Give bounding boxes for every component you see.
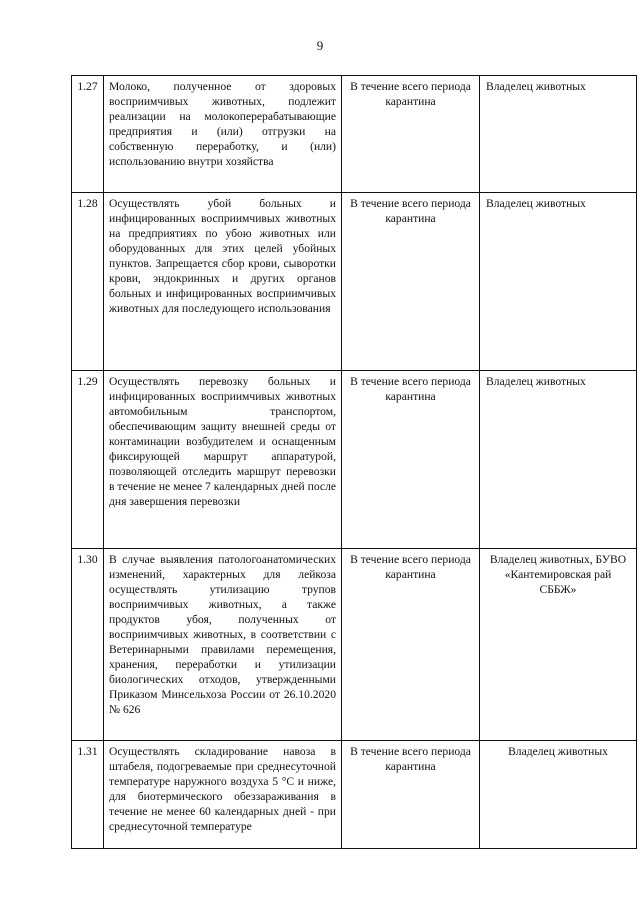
measures-table	[71, 75, 637, 849]
row-number: 1.29	[72, 371, 104, 549]
measure-text: Осуществлять складирование навоза в штабеля, подогреваемые при среднесуточной температуре наружного воздуха 5 °С и ниже, для биотермического обеззараживания в течение не менее 60 календарных дней - при среднесуточной температуре	[104, 741, 342, 849]
measure-text: Осуществлять перевозку больных и инфицированных восприимчивых животных автомобильным транспортом, обеспечивающим защиту внешней среды от контаминации возбудителем и оснащенным фиксирующей маршрут аппаратурой, позволяющей отследить маршрут перевозки в течение не менее 7 календарных дней после дня завершения перевозки	[104, 371, 342, 549]
row-number: 1.28	[72, 193, 104, 371]
responsible-cell: Владелец животных, БУВО «Кантемировская рай СББЖ»	[480, 549, 637, 741]
measure-text: В случае выявления патологоанатомических изменений, характерных для лейкоза осуществлять утилизацию трупов восприимчивых животных, а также продуктов убоя, полученных от восприимчивых животных, в соответствии с Ветеринарными правилами перемещения, хранения, переработки и утилизации биологических отходов, утвержденными Приказом Минсельхоза России от 26.10.2020 № 626	[104, 549, 342, 741]
period-cell: В течение всего периода карантина	[342, 193, 480, 371]
period-cell: В течение всего периода карантина	[342, 741, 480, 849]
measure-text: Молоко, полученное от здоровых восприимчивых животных, подлежит реализации на молокоперерабатывающие предприятия и (или) отгрузки на собственную переработку, и (или) использованию внутри хозяйства	[104, 76, 342, 193]
responsible-cell: Владелец животных	[480, 76, 637, 193]
table-row	[72, 76, 637, 193]
period-cell: В течение всего периода карантина	[342, 76, 480, 193]
responsible-cell: Владелец животных	[480, 193, 637, 371]
responsible-cell: Владелец животных	[480, 741, 637, 849]
page-number: 9	[316, 38, 324, 53]
table-row	[72, 193, 637, 371]
period-cell: В течение всего периода карантина	[342, 549, 480, 741]
row-number: 1.30	[72, 549, 104, 741]
measure-text: Осуществлять убой больных и инфицированных восприимчивых животных на предприятиях по убою животных или оборудованных для этих целей убойных пунктов. Запрещается сбор крови, сыворотки крови, эндокринных и других органов больных и инфицированных восприимчивых животных для последующего использования	[104, 193, 342, 371]
period-cell: В течение всего периода карантина	[342, 371, 480, 549]
row-number: 1.27	[72, 76, 104, 193]
table-row	[72, 741, 637, 849]
table-row	[72, 371, 637, 549]
row-number: 1.31	[72, 741, 104, 849]
responsible-cell: Владелец животных	[480, 371, 637, 549]
table-row	[72, 549, 637, 741]
